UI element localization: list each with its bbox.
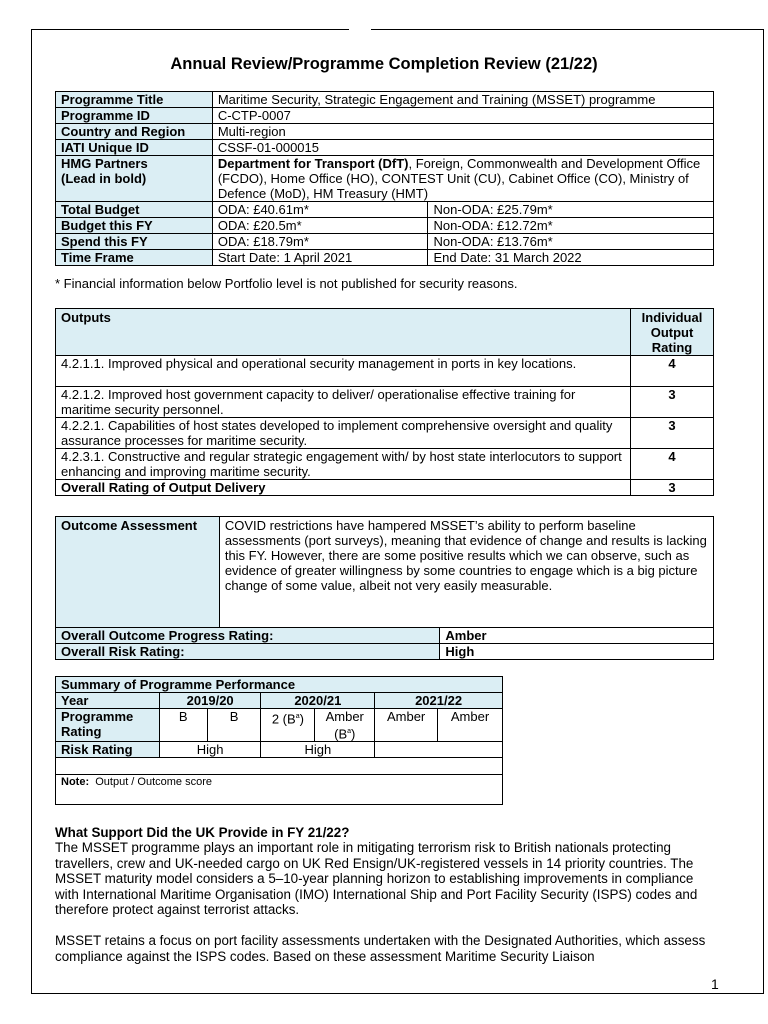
financial-note: * Financial information below Portfolio level is not published for security reasons. <box>55 276 518 291</box>
summary-rating-cell: B <box>207 709 261 742</box>
rating-text-end: ) <box>299 711 304 727</box>
rating-header-line1: Individual <box>641 310 703 325</box>
summary-rating-cell <box>315 709 375 742</box>
time-frame-label: Time Frame <box>56 250 213 266</box>
support-paragraph-1: The MSSET programme plays an important role in mitigating terrorism risk to British nationals protecting travellers, crew and UK-needed cargo on UK Red Ensign/UK-registered vessels in 14 priority countries. The MSSET maturity model considers a 5–10-year planning horizon to establishing improvements in compliance with International Maritime Organisation (IMO) International Ship and Port Facility Security (ISPS) codes and therefore protect against terrorist attacks. <box>55 840 698 917</box>
outcome-table <box>55 516 714 660</box>
summary-risk-cell: High <box>261 742 375 758</box>
summary-rating-cell: Amber <box>375 709 438 742</box>
rating-header-line2: Output <box>650 325 694 340</box>
hmg-label-line1: HMG Partners <box>61 156 148 171</box>
outputs-table <box>55 308 714 496</box>
output-row <box>56 387 714 418</box>
page-number: 1 <box>711 976 719 992</box>
budget-fy-non-oda: Non-ODA: £12.72m* <box>428 218 714 234</box>
rating-superscript: a <box>295 713 300 720</box>
rating-superscript: a <box>347 728 352 735</box>
output-rating: 4 <box>631 449 714 480</box>
spend-fy-label: Spend this FY <box>56 234 213 250</box>
summary-empty-row <box>56 758 503 775</box>
summary-rating-cell <box>261 709 315 742</box>
budget-fy-label: Budget this FY <box>56 218 213 234</box>
support-paragraph-2: MSSET retains a focus on port facility assessments undertaken with the Designated Authorities, which assess compliance against the ISPS codes. Based on these assessment Maritime Security Liaison <box>55 933 706 964</box>
summary-year-2021: 2021/22 <box>375 693 503 709</box>
summary-title: Summary of Programme Performance <box>56 677 503 693</box>
output-row <box>56 418 714 449</box>
summary-risk-cell: High <box>159 742 261 758</box>
rating-text: Amber <box>325 709 364 724</box>
output-row <box>56 356 714 387</box>
output-text: 4.2.1.1. Improved physical and operational security management in ports in key locations. <box>56 356 631 387</box>
overall-risk-value: High <box>440 644 714 660</box>
overall-output-label: Overall Rating of Output Delivery <box>56 480 631 496</box>
outcome-progress-label: Overall Outcome Progress Rating: <box>56 628 440 644</box>
page-title: Annual Review/Programme Completion Review (21/22) <box>170 55 598 73</box>
budget-fy-oda: ODA: £20.5m* <box>212 218 428 234</box>
hmg-label-line2: (Lead in bold) <box>61 171 147 186</box>
summary-rating-cell: B <box>159 709 207 742</box>
hmg-partners-label <box>56 156 213 202</box>
output-rating: 4 <box>631 356 714 387</box>
country-value: Multi-region <box>212 124 713 140</box>
hmg-partners-value <box>212 156 713 202</box>
spend-fy-oda: ODA: £18.79m* <box>212 234 428 250</box>
rating-header-line3: Rating <box>651 340 693 355</box>
summary-year-label: Year <box>56 693 160 709</box>
programme-title-label: Programme Title <box>56 92 213 108</box>
total-budget-oda: ODA: £40.61m* <box>212 202 428 218</box>
summary-risk-label: Risk Rating <box>56 742 160 758</box>
summary-risk-cell-empty <box>375 742 503 758</box>
rating-text-end: ) <box>351 726 356 742</box>
overall-risk-label: Overall Risk Rating: <box>56 644 440 660</box>
outcome-assessment-label: Outcome Assessment <box>56 517 220 628</box>
summary-rating-cell: Amber <box>438 709 503 742</box>
time-frame-end: End Date: 31 March 2022 <box>428 250 714 266</box>
hmg-other-partners: , Foreign, Commonwealth and Development Office (FCDO), Home Office (HO), CONTEST Unit (CU), Cabinet Office (CO), Ministry of Defence (MoD), HM Treasury (HMT) <box>217 156 701 201</box>
output-row <box>56 449 714 480</box>
programme-id-value: C-CTP-0007 <box>212 108 713 124</box>
country-label: Country and Region <box>56 124 213 140</box>
time-frame-start: Start Date: 1 April 2021 <box>212 250 428 266</box>
summary-note-text: Output / Outcome score <box>95 776 213 789</box>
output-text: 4.2.2.1. Capabilities of host states developed to implement comprehensive oversight and quality assurance processes for maritime security. <box>56 418 631 449</box>
spend-fy-non-oda: Non-ODA: £13.76m* <box>428 234 714 250</box>
output-text: 4.2.1.2. Improved host government capacity to deliver/ operationalise effective training for maritime security personnel. <box>56 387 631 418</box>
rating-line2 <box>317 724 372 741</box>
summary-year-2019: 2019/20 <box>159 693 261 709</box>
summary-year-2020: 2020/21 <box>261 693 375 709</box>
overall-output-value: 3 <box>631 480 714 496</box>
programme-id-label: Programme ID <box>56 108 213 124</box>
output-rating: 3 <box>631 387 714 418</box>
rating-text: (B <box>334 726 348 742</box>
rating-text: 2 (B <box>271 711 296 727</box>
total-budget-non-oda: Non-ODA: £25.79m* <box>428 202 714 218</box>
output-rating-header <box>631 309 714 356</box>
output-text: 4.2.3.1. Constructive and regular strategic engagement with/ by host state interlocutors to support enhancing and improving maritime security. <box>56 449 631 480</box>
iati-label: IATI Unique ID <box>56 140 213 156</box>
summary-table <box>55 676 503 805</box>
total-budget-label: Total Budget <box>56 202 213 218</box>
output-rating: 3 <box>631 418 714 449</box>
summary-programme-rating-label: Programme Rating <box>56 709 160 742</box>
outcome-assessment-text: COVID restrictions have hampered MSSET’s ability to perform baseline assessments (port surveys), meaning that evidence of change and results is lacking this FY. However, there are some positive results which we can observe, such as evidence of greater willingness by some countries to engage which is a big picture change of some value, albeit not very easily measurable. <box>219 517 713 628</box>
programme-info-table <box>55 91 714 266</box>
hmg-lead-partner: Department for Transport (DfT) <box>217 156 409 171</box>
outputs-header: Outputs <box>56 309 631 356</box>
outcome-progress-value: Amber <box>440 628 714 644</box>
support-heading: What Support Did the UK Provide in FY 21/22? <box>55 825 350 840</box>
programme-title-value: Maritime Security, Strategic Engagement and Training (MSSET) programme <box>212 92 713 108</box>
iati-value: CSSF-01-000015 <box>212 140 713 156</box>
summary-note-label: Note: <box>61 776 90 789</box>
summary-note <box>56 775 503 805</box>
